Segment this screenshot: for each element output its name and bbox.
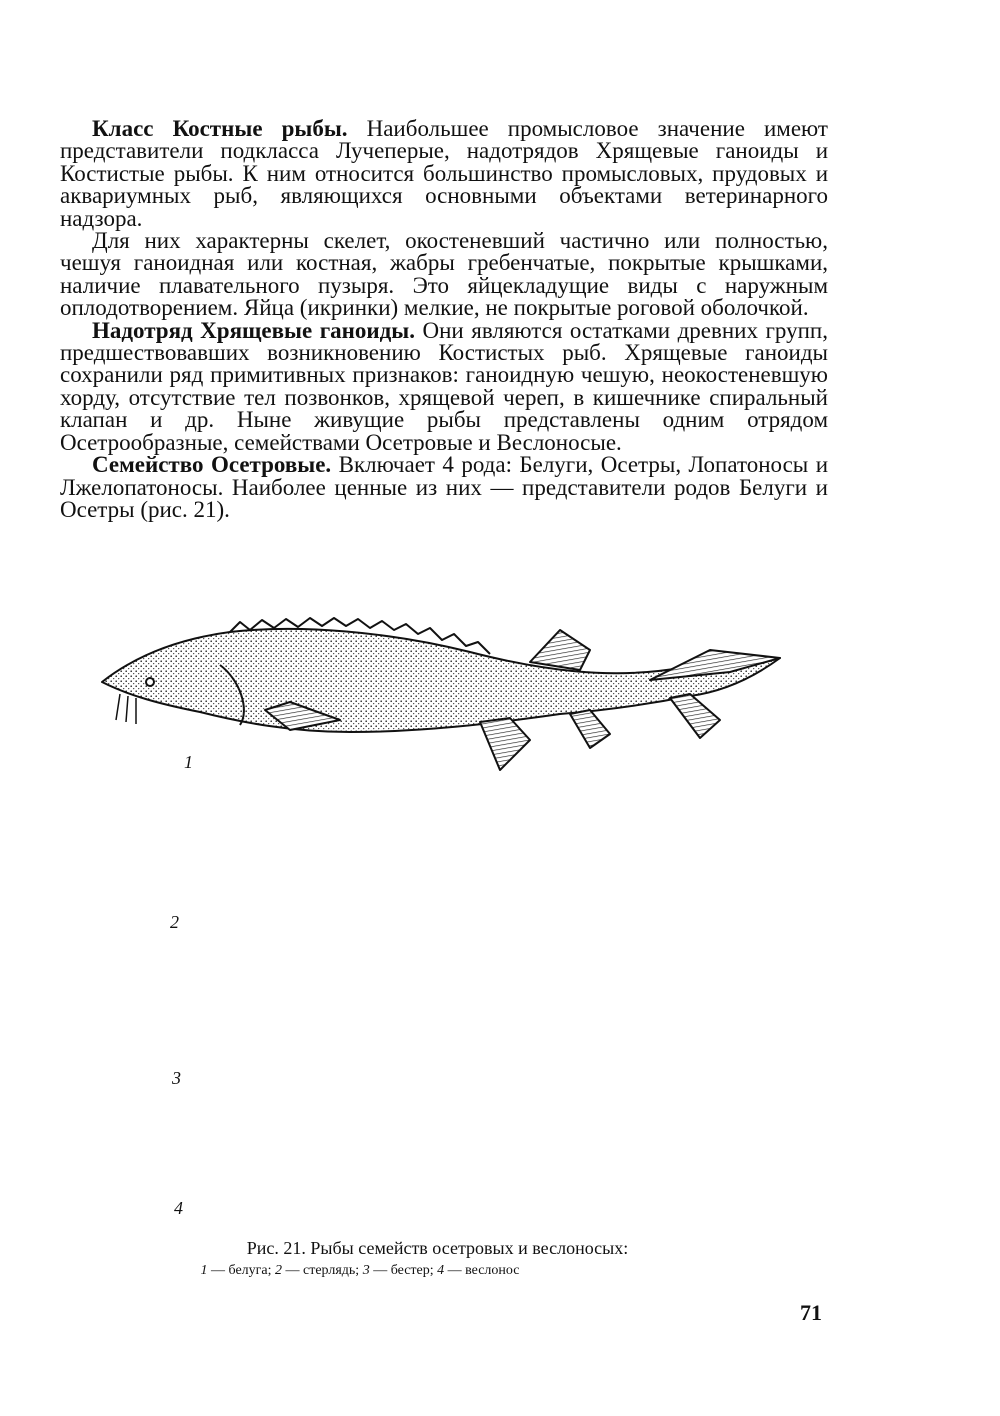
- paragraph-lead: Класс Костные рыбы.: [92, 116, 348, 141]
- legend-name: бестер: [390, 1263, 430, 1278]
- figure-number: 2: [170, 912, 179, 932]
- figure-number: 4: [174, 1198, 183, 1218]
- figure-number: 1: [184, 752, 193, 772]
- legend-name: белуга: [228, 1263, 268, 1278]
- paragraph-text: Включает 4 рода: Белуги, Осетры, Лопатоносы и Лжелопатоносы. Наиболее ценные из них — представители родов Белуги и Осетры (рис. 21).: [60, 452, 829, 522]
- fish-beluga: [102, 618, 780, 770]
- paragraph-characteristics: [60, 230, 828, 320]
- paragraph-text: Они являются остатками древних групп, предшествовавших возникновению Костистых рыб. Хрящевые ганоиды сохранили ряд примитивных признаков: ганоидную чешую, неокостеневшую хорду, отсутствие тел позвонков, хрящевой череп, в кишечнике спиральный клапан и др. Ныне живущие рыбы представлены одним отрядом Осетрообразные, семействами Осетровые и Веслоносые.: [60, 317, 828, 455]
- legend-number: 4: [437, 1263, 445, 1278]
- legend-number: 3: [362, 1263, 370, 1278]
- paragraph-bony-fish: [60, 118, 828, 230]
- paragraph-lead: Надотряд Хрящевые ганоиды.: [92, 317, 416, 343]
- legend-name: стерлядь: [303, 1263, 356, 1278]
- fish-illustrations: [90, 610, 800, 1220]
- figure-caption: [0, 1238, 1000, 1259]
- paragraph-text: Для них характерны скелет, окостеневший частично или полностью, чешуя ганоидная или костная, жабры гребенчатые, покрытые крышками, наличие плавательного пузыря. Это яйцекладущие виды с наружным оплодотворением. Яйца (икринки) мелкие, не покрытые роговой оболочкой.: [60, 228, 828, 321]
- figure-number: 3: [172, 1068, 181, 1088]
- caption-title: Рис. 21. Рыбы семейств осетровых и веслоносых:: [246, 1238, 629, 1258]
- figure-21: [90, 610, 800, 1220]
- paragraph-text: Наибольшее промысловое значение имеют представители подкласса Лучеперые, надотрядов Хрящевые ганоиды и Костистые рыбы. К ним относится большинство промысловых, прудовых и аквариумных рыб, являющихся основными объектами ветеринарного надзора.: [60, 116, 828, 231]
- legend-number: 1: [200, 1263, 208, 1278]
- paragraph-lead: Семейство Осетровые.: [92, 452, 332, 478]
- paragraph-chondrostei: [60, 317, 828, 455]
- legend-name: веслонос: [465, 1263, 520, 1278]
- legend-number: 2: [275, 1263, 282, 1278]
- page-number: 71: [800, 1300, 822, 1325]
- body-text: [60, 118, 828, 521]
- paragraph-acipenseridae: [60, 454, 828, 521]
- figure-legend: 1 — белуга; 2 — стерлядь; 3 — бестер; 4 — веслонос: [200, 1263, 520, 1278]
